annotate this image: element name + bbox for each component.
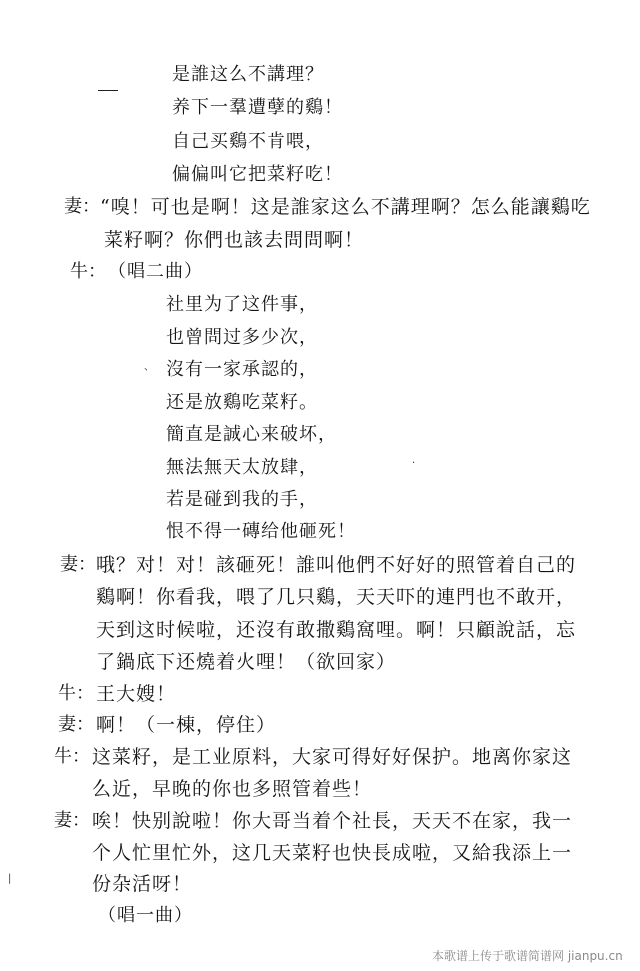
stray-mark: · [412,458,416,469]
dialogue-line: 个人忙里忙外，这几天菜籽也快長成啦，又給我添上一 [92,842,573,864]
speaker-label: 牛： [54,746,90,767]
dialogue-line: 这菜籽，是工业原料，大家可得好好保护。地离你家这 [92,746,573,768]
speaker-label: 妻： [64,196,100,217]
verse-line: 無法無天太放肆， [166,457,318,478]
stray-mark: | [8,873,12,884]
dialogue-line: 了鍋底下还燒着火哩！（欲回家） [96,651,397,673]
stray-mark: 、 [144,362,154,373]
watermark-footer: 本歌谱上传于歌谱简谱网 jianpu.cn [432,949,623,963]
speaker-label: 妻： [60,554,96,575]
dialogue-line: 鷄啊！你看我，喂了几只鷄，天天吓的連門也不敢开， [96,586,577,608]
dialogue-line: 天到这时候啦，还沒有敢撒鷄窩哩。啊！只顧說話，忘 [96,619,577,641]
verse-line: 恨不得一磚给他砸死！ [166,521,356,542]
verse-line: 偏偏叫它把菜籽吃！ [172,164,343,185]
verse-line: 还是放鷄吃菜籽。 [166,392,318,413]
verse-line: 也曾問过多少次， [166,327,318,348]
dialogue-line: “嗅！可也是啊！这是誰家这么不講理啊？怎么能讓鷄吃 [100,196,591,218]
dialogue-line: 哦？对！对！該砸死！誰叫他們不好好的照管着自己的 [96,554,577,576]
verse-line: 沒有一家承認的， [166,359,318,380]
speaker-label: 妻： [54,810,90,831]
stage-direction: （唱一曲） [98,905,193,926]
dialogue-line: 么近，早晚的你也多照管着些！ [92,778,373,800]
verse-line: 自己买鷄不肯喂， [172,131,324,152]
dialogue-line: 王大嫂！ [96,683,177,705]
verse-line: 是誰这么不講理？ [172,64,324,85]
dialogue-line: 菜籽啊？你們也該去問問啊！ [104,229,365,251]
verse-line: 社里为了这件事， [166,294,318,315]
speaker-label: 牛： [58,683,94,704]
verse-line: 养下一羣遭孽的鷄！ [172,97,343,118]
stage-direction: （唱二曲） [108,261,203,282]
verse-line: 簡直是誠心来破坏， [166,424,337,445]
speaker-label: 妻： [58,714,94,735]
dialogue-line: 份杂活呀！ [92,873,193,895]
dialogue-line: 啊！（一棟，停住） [96,714,277,736]
margin-dash [98,90,118,91]
verse-line: 若是碰到我的手， [166,489,318,510]
dialogue-line: 唉！快别說啦！你大哥当着个社長，天天不在家，我一 [92,810,573,832]
speaker-label: 牛： [70,261,106,282]
